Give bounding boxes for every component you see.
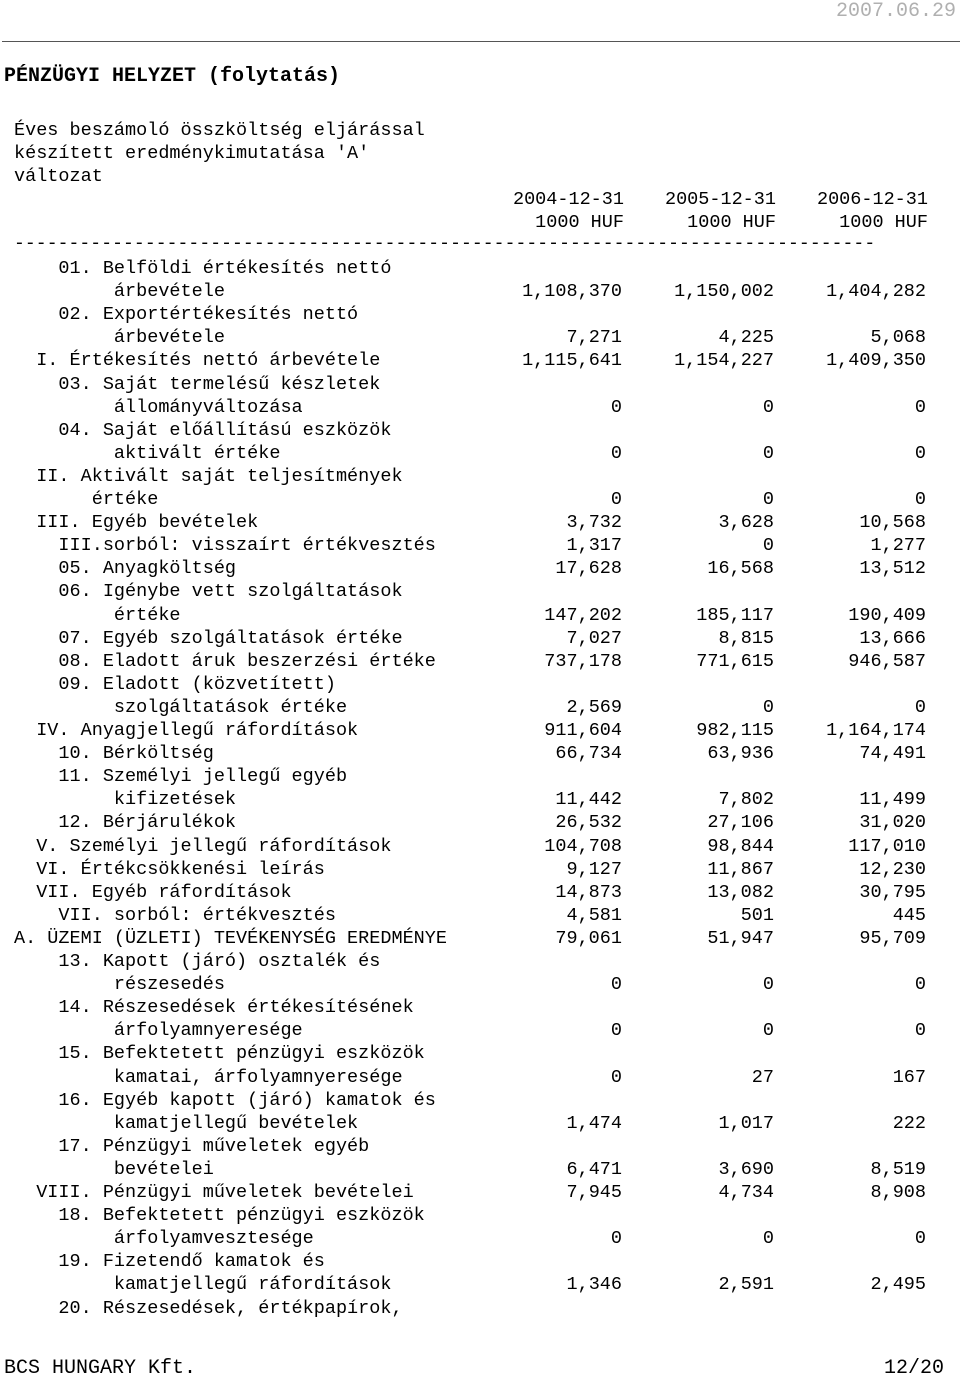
row-value: 7,271 [566, 327, 622, 349]
row-value: 0 [762, 1020, 774, 1042]
row-label: aktivált értéke [14, 442, 281, 464]
top-rule [2, 41, 960, 42]
row-value: 7,802 [718, 789, 774, 811]
row-label: bevételei [14, 1158, 214, 1180]
row-value: 13,512 [859, 558, 926, 580]
row-label: szolgáltatások értéke [14, 696, 348, 718]
row-label: III. Egyéb bevételek [14, 512, 259, 534]
row-value: 0 [762, 974, 774, 996]
row-value: 0 [762, 1228, 774, 1250]
column-unit-2005: 1000 HUF [687, 212, 776, 233]
row-value: 27 [751, 1066, 774, 1088]
row-value: 12,230 [859, 858, 926, 880]
row-value: 1,474 [566, 1112, 622, 1134]
row-value: 737,178 [544, 650, 622, 672]
row-value: 1,150,002 [674, 281, 774, 303]
row-label: 01. Belföldi értékesítés nettó [14, 258, 392, 279]
row-value: 1,108,370 [522, 281, 622, 303]
row-label: 09. Eladott (közvetített) [14, 673, 336, 695]
row-value: 1,317 [566, 535, 622, 557]
row-label: állományváltozása [14, 396, 303, 418]
row-label: értéke [14, 489, 159, 510]
subtitle-line-3: változat [14, 166, 103, 187]
row-value: 982,115 [696, 720, 774, 741]
row-value: 3,690 [718, 1158, 774, 1180]
row-value: 0 [914, 696, 926, 718]
page-title: PÉNZÜGYI HELYZET (folytatás) [4, 65, 341, 88]
row-value: 0 [610, 442, 622, 464]
row-label: 06. Igénybe vett szolgáltatások [14, 581, 403, 603]
row-value: 0 [914, 489, 926, 510]
row-value: 445 [892, 904, 926, 926]
row-value: 1,346 [566, 1274, 622, 1296]
row-value: 0 [914, 396, 926, 418]
row-value: 11,867 [707, 858, 774, 880]
row-value: 0 [610, 489, 622, 510]
row-label: A. ÜZEMI (ÜZLETI) TEVÉKENYSÉG EREDMÉNYE [14, 927, 447, 949]
row-label: 05. Anyagköltség [14, 558, 237, 580]
column-unit-2006: 1000 HUF [839, 212, 928, 233]
row-label: VI. Értékcsökkenési leírás [14, 858, 325, 880]
row-value: 8,908 [870, 1182, 926, 1203]
row-label: 04. Saját előállítású eszközök [14, 419, 392, 441]
row-value: 16,568 [707, 558, 774, 580]
row-value: 911,604 [544, 720, 622, 741]
row-value: 1,164,174 [826, 720, 926, 741]
row-value: 2,591 [718, 1274, 774, 1296]
row-value: 167 [892, 1066, 926, 1088]
row-value: 7,027 [566, 627, 622, 649]
row-value: 13,082 [707, 881, 774, 903]
column-date-2006: 2006-12-31 [816, 189, 928, 210]
row-value: 26,532 [555, 812, 622, 834]
row-value: 185,117 [696, 604, 774, 626]
row-value: 98,844 [707, 835, 774, 857]
row-value: 6,471 [566, 1158, 622, 1180]
row-label: árbevétele [14, 281, 225, 303]
row-value: 13,666 [859, 627, 926, 649]
row-label: 14. Részesedések értékesítésének [14, 997, 414, 1019]
row-value: 0 [610, 1066, 622, 1088]
row-value: 0 [762, 489, 774, 510]
row-label: 16. Egyéb kapott (járó) kamatok és [14, 1089, 436, 1111]
row-value: 11,499 [859, 789, 926, 811]
row-value: 5,068 [870, 327, 926, 349]
row-label: 02. Exportértékesítés nettó [14, 304, 359, 326]
row-value: 31,020 [859, 812, 926, 834]
row-value: 190,409 [848, 604, 926, 626]
row-value: 501 [740, 904, 774, 926]
row-value: 9,127 [566, 858, 622, 880]
column-date-2005: 2005-12-31 [664, 189, 776, 210]
row-label: VII. sorból: értékvesztés [14, 904, 336, 926]
row-label: 17. Pénzügyi műveletek egyéb [14, 1135, 370, 1157]
row-value: 1,154,227 [674, 350, 774, 372]
row-value: 66,734 [555, 743, 622, 765]
row-value: 117,010 [848, 835, 926, 857]
row-value: 3,732 [566, 512, 622, 534]
row-value: 0 [914, 1228, 926, 1250]
row-value: 1,277 [870, 535, 926, 557]
row-value: 11,442 [555, 789, 622, 811]
dashed-separator: ------------------------------------------------------------------------------- [14, 234, 876, 254]
row-label: VIII. Pénzügyi műveletek bevételei [14, 1182, 414, 1203]
row-value: 4,581 [566, 904, 622, 926]
footer-page-number: 12/20 [883, 1357, 944, 1380]
row-value: 4,225 [718, 327, 774, 349]
row-value: 1,115,641 [522, 350, 622, 372]
row-label: 03. Saját termelésű készletek [14, 373, 381, 395]
row-label: értéke [14, 604, 181, 626]
footer-company: BCS HUNGARY Kft. [4, 1357, 197, 1380]
row-value: 0 [762, 442, 774, 464]
row-value: 51,947 [707, 927, 774, 949]
row-value: 8,519 [870, 1158, 926, 1180]
column-date-2004: 2004-12-31 [512, 189, 624, 210]
row-label: IV. Anyagjellegű ráfordítások [14, 720, 359, 741]
row-label: III.sorból: visszaírt értékvesztés [14, 535, 436, 557]
row-value: 95,709 [859, 927, 926, 949]
row-value: 27,106 [707, 812, 774, 834]
row-label: árfolyamnyeresége [14, 1020, 303, 1042]
row-label: kifizetések [14, 789, 237, 811]
row-value: 10,568 [859, 512, 926, 534]
row-value: 1,404,282 [826, 281, 926, 303]
row-value: 14,873 [555, 881, 622, 903]
row-label: 08. Eladott áruk beszerzési értéke [14, 650, 436, 672]
row-label: 07. Egyéb szolgáltatások értéke [14, 627, 403, 649]
row-value: 3,628 [718, 512, 774, 534]
row-label: I. Értékesítés nettó árbevétele [14, 350, 381, 372]
row-value: 147,202 [544, 604, 622, 626]
row-label: 12. Bérjárulékok [14, 812, 237, 834]
row-value: 0 [610, 396, 622, 418]
row-value: 30,795 [859, 881, 926, 903]
row-value: 946,587 [848, 650, 926, 672]
row-value: 104,708 [544, 835, 622, 857]
row-value: 222 [892, 1112, 926, 1134]
row-label: II. Aktivált saját teljesítmények [14, 465, 403, 487]
subtitle-line-1: Éves beszámoló összköltség eljárással [14, 120, 425, 141]
row-label: kamatai, árfolyamnyeresége [14, 1066, 403, 1088]
row-value: 771,615 [696, 650, 774, 672]
row-value: 1,017 [718, 1112, 774, 1134]
row-label: 18. Befektetett pénzügyi eszközök [14, 1205, 425, 1227]
row-value: 1,409,350 [826, 350, 926, 372]
row-label: részesedés [14, 974, 225, 996]
row-label: 15. Befektetett pénzügyi eszközök [14, 1043, 425, 1065]
row-label: 10. Bérköltség [14, 743, 214, 765]
row-value: 0 [762, 535, 774, 557]
row-value: 0 [610, 1020, 622, 1042]
row-label: 11. Személyi jellegű egyéb [14, 766, 348, 788]
row-value: 7,945 [566, 1182, 622, 1203]
row-label: árfolyamvesztesége [14, 1228, 314, 1250]
row-value: 63,936 [707, 743, 774, 765]
row-value: 4,734 [718, 1182, 774, 1203]
row-value: 2,495 [870, 1274, 926, 1296]
row-value: 17,628 [555, 558, 622, 580]
row-value: 0 [610, 1228, 622, 1250]
row-value: 0 [762, 696, 774, 718]
row-label: árbevétele [14, 327, 225, 349]
row-value: 79,061 [555, 927, 622, 949]
row-label: 20. Részesedések, értékpapírok, [14, 1297, 403, 1319]
row-label: 19. Fizetendő kamatok és [14, 1251, 325, 1273]
row-label: V. Személyi jellegű ráfordítások [14, 835, 392, 857]
row-value: 8,815 [718, 627, 774, 649]
row-label: 13. Kapott (járó) osztalék és [14, 951, 381, 972]
row-label: VII. Egyéb ráfordítások [14, 881, 292, 903]
column-unit-2004: 1000 HUF [535, 212, 624, 233]
subtitle-line-2: készített eredménykimutatása 'A' [14, 143, 370, 164]
report-date: 2007.06.29 [835, 0, 956, 23]
row-value: 0 [762, 396, 774, 418]
row-label: kamatjellegű ráfordítások [14, 1274, 392, 1296]
row-value: 0 [914, 442, 926, 464]
row-value: 0 [914, 974, 926, 996]
row-label: kamatjellegű bevételek [14, 1112, 359, 1134]
row-value: 0 [914, 1020, 926, 1042]
row-value: 74,491 [859, 743, 926, 765]
row-value: 2,569 [566, 696, 622, 718]
row-value: 0 [610, 974, 622, 996]
